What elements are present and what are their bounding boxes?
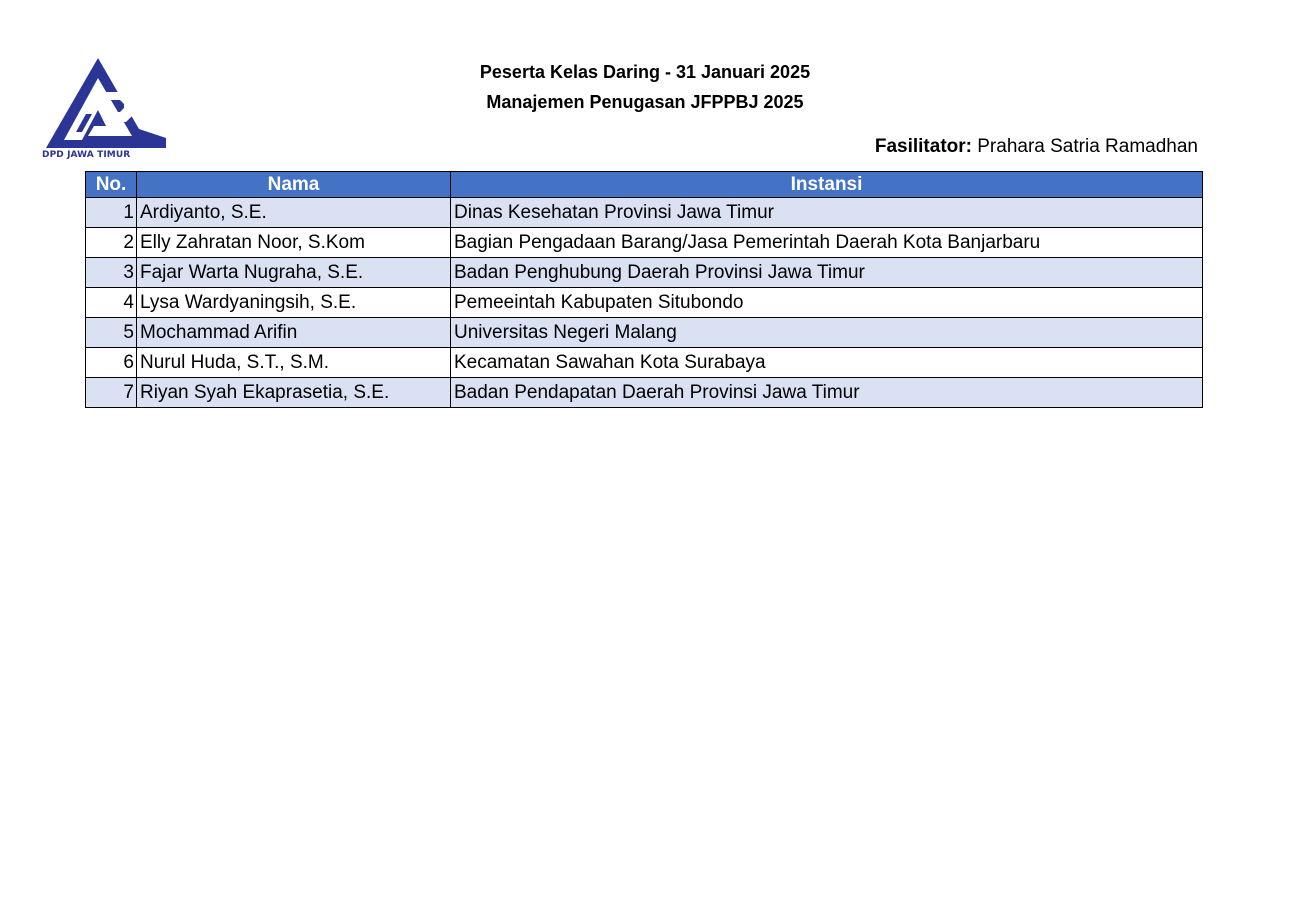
- row-number: 4: [86, 288, 137, 318]
- table-header-row: [86, 172, 1203, 198]
- row-number: 2: [86, 228, 137, 258]
- column-header-instansi: Instansi: [451, 172, 1203, 198]
- table-row: [86, 258, 1203, 288]
- table-row: [86, 198, 1203, 228]
- participant-name: Nurul Huda, S.T., S.M.: [137, 348, 451, 378]
- table-row: [86, 318, 1203, 348]
- row-number: 5: [86, 318, 137, 348]
- logo-caption: DPD JAWA TIMUR: [42, 150, 131, 160]
- table-row: [86, 228, 1203, 258]
- table-row: [86, 378, 1203, 408]
- facilitator-label: Fasilitator:: [874, 136, 972, 157]
- page-title: Peserta Kelas Daring - 31 Januari 2025: [479, 62, 811, 82]
- facilitator-line: [875, 135, 1198, 159]
- row-number: 7: [86, 378, 137, 408]
- column-header-nama: Nama: [137, 172, 451, 198]
- table-row: [86, 288, 1203, 318]
- organization-logo: [42, 56, 168, 162]
- row-number: 1: [86, 198, 137, 228]
- participant-institution: Badan Penghubung Daerah Provinsi Jawa Timur: [451, 258, 1203, 288]
- column-header-no: No.: [86, 172, 137, 198]
- participant-name: Ardiyanto, S.E.: [137, 198, 451, 228]
- row-number: 6: [86, 348, 137, 378]
- participant-institution: Universitas Negeri Malang: [451, 318, 1203, 348]
- participant-institution: Kecamatan Sawahan Kota Surabaya: [451, 348, 1203, 378]
- participant-name: Mochammad Arifin: [137, 318, 451, 348]
- page-subtitle: Manajemen Penugasan JFPPBJ 2025: [486, 92, 804, 112]
- participant-institution: Badan Pendapatan Daerah Provinsi Jawa Timur: [451, 378, 1203, 408]
- facilitator-name: Prahara Satria Ramadhan: [977, 136, 1198, 157]
- logo-emblem-icon: [42, 56, 168, 152]
- table-row: [86, 348, 1203, 378]
- participant-institution: Dinas Kesehatan Provinsi Jawa Timur: [451, 198, 1203, 228]
- participant-name: Elly Zahratan Noor, S.Kom: [137, 228, 451, 258]
- participant-name: Fajar Warta Nugraha, S.E.: [137, 258, 451, 288]
- participant-name: Lysa Wardyaningsih, S.E.: [137, 288, 451, 318]
- participant-institution: Pemeeintah Kabupaten Situbondo: [451, 288, 1203, 318]
- participant-name: Riyan Syah Ekaprasetia, S.E.: [137, 378, 451, 408]
- participant-table: [85, 171, 1203, 408]
- participant-institution: Bagian Pengadaan Barang/Jasa Pemerintah Daerah Kota Banjarbaru: [451, 228, 1203, 258]
- row-number: 3: [86, 258, 137, 288]
